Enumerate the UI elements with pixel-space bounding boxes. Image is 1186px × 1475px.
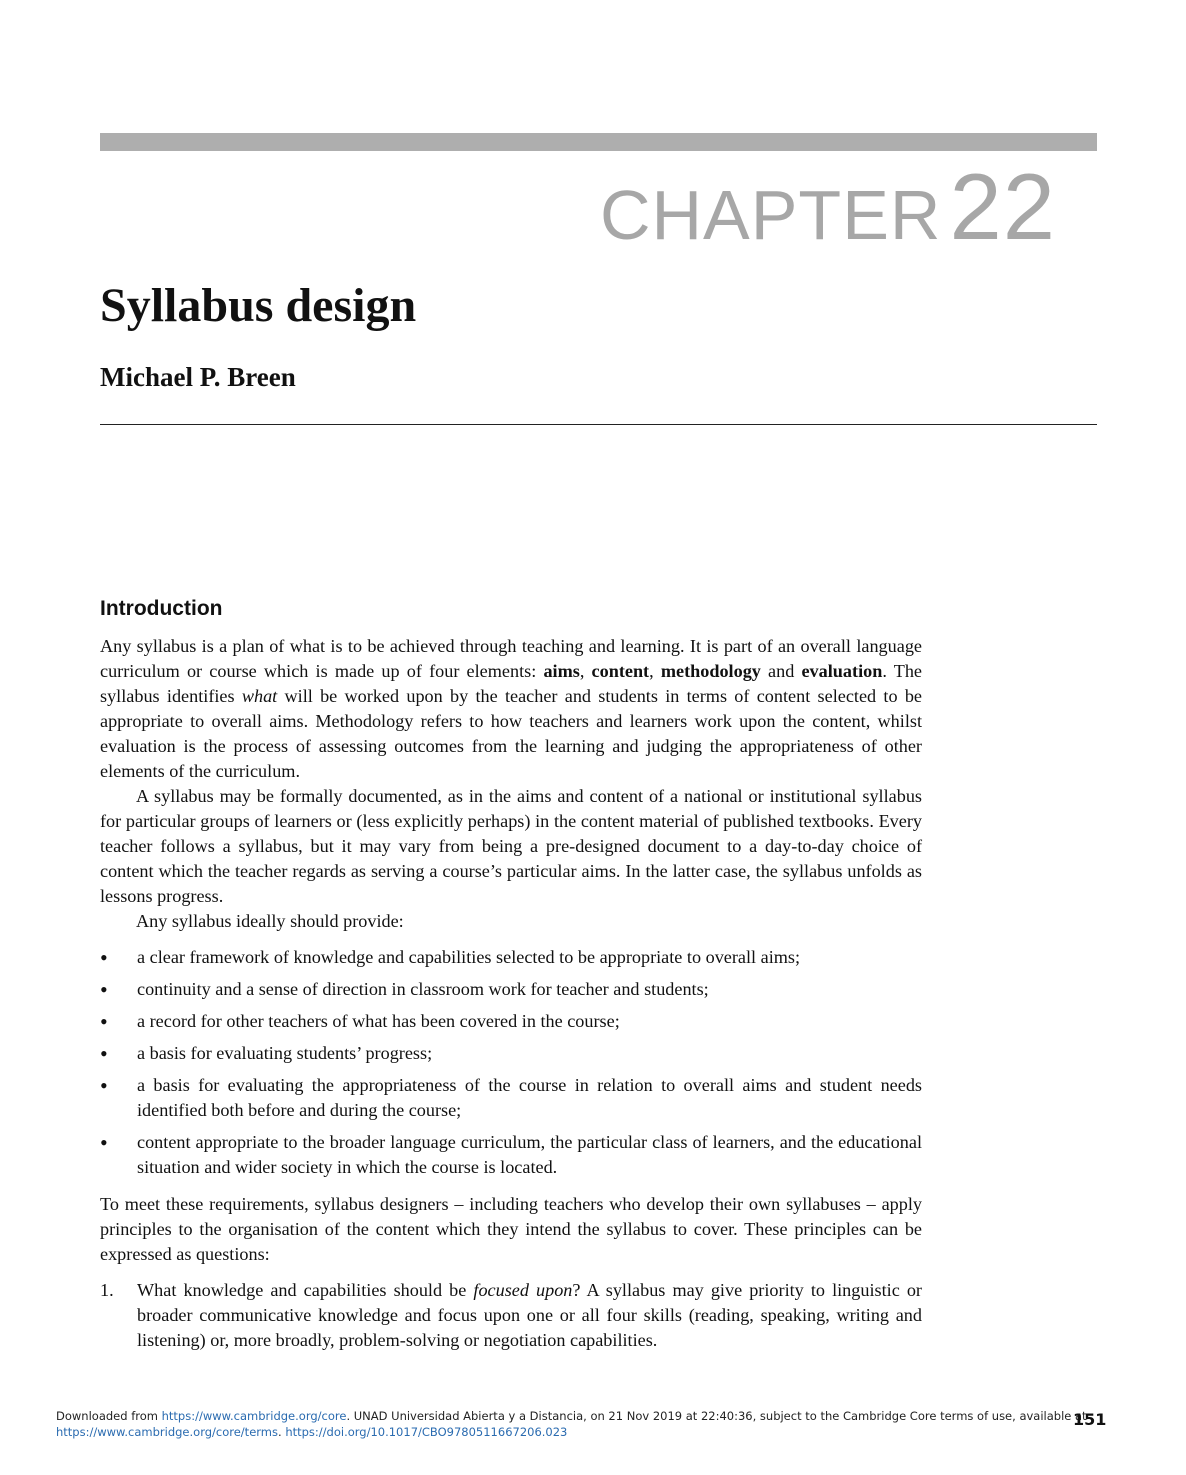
author-name: Michael P. Breen xyxy=(100,362,296,392)
p1-text-c: will be worked upon by the teacher and students in terms of content selected to be appropriate to overall aims. Methodology refers to how teachers and learners work upon the content, whilst evaluation is the process of assessing outcomes from the learning and judging the appropriateness of other elements of the curriculum. xyxy=(100,686,922,781)
cambridge-core-link[interactable]: https://www.cambridge.org/core xyxy=(161,1409,347,1423)
question-text-a: What knowledge and capabilities should be xyxy=(137,1280,474,1300)
paragraph-2: A syllabus may be formally documented, as in the aims and content of a national or institutional syllabus for particular groups of learners or (less explicitly perhaps) in the content material of published textbooks. Every teacher follows a syllabus, but it may vary from being a pre-designed document to a day-to-day choice of content which the teacher regards as serving a course’s particular aims. In the latter case, the syllabus unfolds as lessons progress. xyxy=(100,786,922,906)
questions-list xyxy=(100,1278,922,1353)
section-heading: Introduction xyxy=(100,597,223,620)
p1-sep-1: , xyxy=(579,661,592,681)
emphasis-focused-upon: focused upon xyxy=(473,1280,573,1300)
list-item: • content appropriate to the broader language curriculum, the particular class of learners, and the educational situation and wider society in which the course is located. xyxy=(100,1130,922,1180)
p1-sep-2: , xyxy=(649,661,661,681)
footer-text-c: . xyxy=(278,1425,286,1439)
term-content: content xyxy=(591,661,650,681)
doi-link[interactable]: https://doi.org/10.1017/CBO9780511667206.023 xyxy=(285,1425,568,1439)
chapter-title: Syllabus design xyxy=(100,279,417,332)
emphasis-what: what xyxy=(241,686,278,706)
paragraph-4: To meet these requirements, syllabus designers – including teachers who develop their own syllabuses – apply principles to the organisation of the content which they intend the syllabus to cover. These principles can be expressed as questions: xyxy=(100,1194,922,1264)
p1-text-a: Any syllabus is a plan of what is to be achieved through teaching and learning. It is part of an overall language curriculum or course which is made up of four elements: xyxy=(100,636,922,681)
list-item: • continuity and a sense of direction in classroom work for teacher and students; xyxy=(100,977,922,1002)
body-text xyxy=(100,596,922,1353)
page-number: 151 xyxy=(1073,1410,1107,1429)
p1-and: and xyxy=(760,661,802,681)
p1-text-b: . The syllabus identifies xyxy=(100,661,922,706)
download-footer xyxy=(56,1408,1096,1440)
term-aims: aims xyxy=(543,661,580,681)
paragraph-1 xyxy=(100,634,922,784)
chapter-label xyxy=(599,154,1056,259)
chapter-number: 22 xyxy=(949,154,1056,259)
question-number: 1. xyxy=(100,1280,114,1300)
chapter-header-bar xyxy=(100,133,1097,151)
chapter-word: CHAPTER xyxy=(599,176,942,254)
terms-link[interactable]: https://www.cambridge.org/core/terms xyxy=(56,1425,278,1439)
list-item: • a basis for evaluating students’ progress; xyxy=(100,1041,922,1066)
title-divider xyxy=(100,424,1097,425)
list-item: • a record for other teachers of what has been covered in the course; xyxy=(100,1009,922,1034)
question-item xyxy=(100,1278,922,1353)
list-item: • a clear framework of knowledge and capabilities selected to be appropriate to overall aims; xyxy=(100,945,922,970)
term-evaluation: evaluation xyxy=(801,661,883,681)
list-item: • a basis for evaluating the appropriateness of the course in relation to overall aims and student needs identified both before and during the course; xyxy=(100,1073,922,1123)
requirements-list xyxy=(100,945,922,1180)
term-methodology: methodology xyxy=(660,661,761,681)
footer-text-b: . UNAD Universidad Abierta y a Distancia, on 21 Nov 2019 at 22:40:36, subject to the Cambridge Core terms of use, available at xyxy=(346,1409,1087,1423)
footer-text-a: Downloaded from xyxy=(56,1409,162,1423)
question-text-b: ? A syllabus may give priority to linguistic or broader communicative knowledge and focus upon one or all four skills (reading, speaking, writing and listening) or, more broadly, problem-solving or negotiation capabilities. xyxy=(137,1280,922,1350)
paragraph-3: Any syllabus ideally should provide: xyxy=(136,911,404,931)
